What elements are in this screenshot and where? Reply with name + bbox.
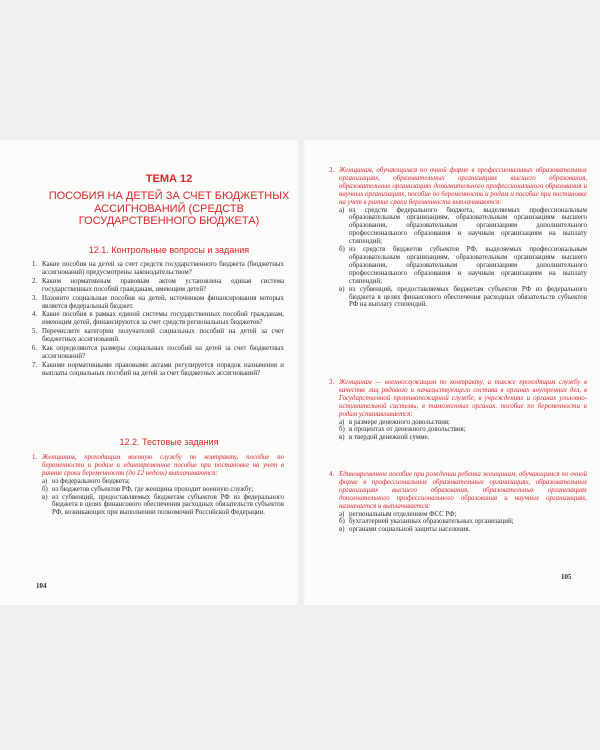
theme-label: ТЕМА 12 bbox=[145, 173, 193, 185]
test-question: 3. Женщинам — военнослужащим по контракту, а также проходящим службу в качестве лиц рядового и начальствующего состава в органах внутренних дел, в Государственной противопожарной службе, в учреждениях и органах уголовно-исполнительной системы, в таможенных органах, пособие по беременности и родам устанавливается: bbox=[329, 379, 587, 418]
test-item-4 bbox=[329, 471, 587, 534]
test-question: 4. Единовременное пособие при рождении ребенка женщинам, обучающимся по очной форме в профессиональных образовательных организациях, образовательных организациях высшего образования, образовательных организациях дополнительного профессионального образования и научных организациях, назначается и выплачивается: bbox=[329, 471, 587, 510]
answer-option: в) из субвенций, предоставляемых бюджетам субъектов РФ из федерального бюджета в целях финансового обеспечения расходных обязательств субъектов РФ на выплату стипендий. bbox=[339, 285, 587, 309]
question-item: 1. Какие пособия на детей за счет средств государственного бюджета (бюджетных ассигнований) предусмотрены законодательством? bbox=[32, 261, 284, 276]
answer-option: в) из субвенций, предоставляемых бюджетам субъектов РФ из федерального бюджета в целях финансового обеспечения расходных обязательств субъектов РФ, возникающих при выполнении полномочий Российской Федерации. bbox=[42, 493, 284, 517]
answer-option: б) из средств бюджетов субъектов РФ, выделяемых профессиональным образовательным организациям, образовательным организациям высшего образования, образовательным организациям дополнительного профессионального образования и научным организациям на выплату стипендий; bbox=[339, 246, 587, 285]
answer-option: в) в твердой денежной сумме. bbox=[339, 434, 430, 442]
test-item-1 bbox=[32, 454, 284, 517]
question-item: 3. Назовите социальные пособия на детей, источником финансирования которых является федеральный бюджет. bbox=[32, 294, 284, 310]
question-item: 2. Каким нормативным правовым актом установлена единая система государственных пособий гражданам, имеющим детей? bbox=[32, 277, 284, 293]
test-question: 1. Женщинам, проходящим военную службу по контракту, пособие по беременности и родам и единовременное пособие при постановке на учет в ранние сроки беременности (до 12 недель) выплачиваются: bbox=[32, 454, 284, 477]
test-item-3 bbox=[329, 379, 587, 442]
question-item: 6. Как определяются размеры социальных пособий на детей за счет бюджетных ассигнований? bbox=[32, 345, 284, 360]
answer-option: б) в процентах от денежного довольствия; bbox=[339, 426, 466, 434]
answer-option: а) из федерального бюджета; bbox=[42, 477, 130, 485]
page-number-left: 104 bbox=[36, 582, 47, 590]
book-gutter bbox=[296, 140, 306, 605]
page-number-right: 105 bbox=[561, 573, 572, 581]
theme-title-block bbox=[44, 173, 294, 228]
question-item: 4. Какие пособия в рамках единой системы государственных пособий гражданам, имеющим детей, финансируются за счет средств региональных бюджетов? bbox=[32, 311, 284, 327]
answer-option: а) региональным отделением ФСС РФ; bbox=[339, 510, 457, 518]
answer-option: в) органами социальной защиты населения. bbox=[339, 526, 471, 534]
answer-option: а) в размере денежного довольствия; bbox=[339, 418, 450, 426]
questions-list bbox=[32, 261, 284, 379]
section-heading-questions: 12.1. Контрольные вопросы и задания bbox=[88, 245, 250, 255]
question-item: 5. Перечислите категории получателей социальных пособий на детей за счет бюджетных ассигнований. bbox=[32, 328, 284, 344]
answer-option: б) из бюджетов субъектов РФ, где женщина проходит военную службу; bbox=[42, 485, 254, 493]
answer-option: а) из средств федерального бюджета, выделяемых профессиональным образовательным организациям, образовательным организациям высшего образования, образовательным организациям дополнительного профессионального образования и научным организациям на выплату стипендий; bbox=[339, 206, 587, 246]
section-heading-tests: 12.2. Тестовые задания bbox=[119, 437, 219, 447]
theme-title: ПОСОБИЯ НА ДЕТЕЙ ЗА СЧЕТ БЮДЖЕТНЫХ АССИГНОВАНИЙ (СРЕДСТВ ГОСУДАРСТВЕННОГО БЮДЖЕТА) bbox=[48, 190, 290, 227]
test-item-2 bbox=[329, 167, 587, 309]
question-item: 7. Какими нормативными правовыми актами регулируется порядок назначения и выплаты социальных пособий на детей за счет бюджетных ассигнований? bbox=[32, 361, 284, 377]
test-question: 2. Женщинам, обучающимся по очной форме в профессиональных образовательных организациях, образовательных организациях высшего образования, образовательных организациях дополнительного профессионального образования и научных организациях, пособие по беременности и родам и пособие при постановке на учет в ранние сроки беременности выплачиваются: bbox=[329, 167, 587, 206]
answer-option: б) бухгалтерией указанных образовательных организаций; bbox=[339, 518, 514, 526]
